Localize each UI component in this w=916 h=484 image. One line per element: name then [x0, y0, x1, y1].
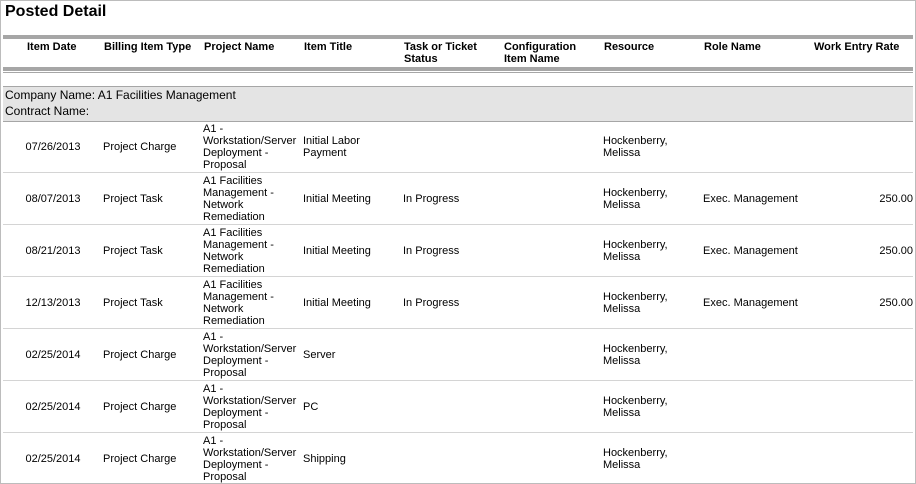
cell-role-name [703, 381, 803, 433]
cell-configuration-item [503, 433, 603, 484]
company-name-line [5, 88, 236, 102]
cell-resource: Hockenberry, Melissa [603, 173, 703, 225]
table-row [3, 225, 913, 277]
cell-configuration-item [503, 225, 603, 277]
table-row [3, 329, 913, 381]
cell-billing-item-type: Project Charge [103, 329, 203, 381]
table-row [3, 173, 913, 225]
cell-project-name: A1 Facilities Management - Network Remediation [203, 277, 303, 329]
header-top-rule [3, 35, 913, 39]
cell-configuration-item [503, 277, 603, 329]
table-row [3, 433, 913, 484]
column-header-role-name: Role Name [704, 41, 761, 53]
cell-configuration-item [503, 329, 603, 381]
cell-task-status [403, 329, 503, 381]
cell-role-name [703, 433, 803, 484]
column-header-work-entry-rate: Work Entry Rate [814, 41, 900, 53]
cell-task-status [403, 121, 503, 173]
table-row [3, 121, 913, 173]
header-bottom-rule [3, 67, 913, 71]
column-header-item-date: Item Date [27, 41, 77, 53]
column-header-resource: Resource [604, 41, 655, 53]
cell-billing-item-type: Project Charge [103, 381, 203, 433]
posted-detail-table [3, 121, 913, 484]
cell-work-entry-rate [803, 121, 913, 173]
cell-work-entry-rate: 250.00 [803, 225, 913, 277]
column-header-item-title: Item Title [304, 41, 353, 53]
cell-item-title: Initial Meeting [303, 225, 403, 277]
cell-role-name [703, 121, 803, 173]
cell-project-name: A1 - Workstation/Server Deployment - Proposal [203, 381, 303, 433]
cell-item-title: Initial Meeting [303, 277, 403, 329]
cell-item-date: 02/25/2014 [3, 381, 103, 433]
cell-project-name: A1 - Workstation/Server Deployment - Proposal [203, 433, 303, 484]
column-header-task-status: Task or Ticket Status [404, 41, 477, 65]
column-header-configuration-item: Configuration Item Name [504, 41, 577, 65]
cell-role-name: Exec. Management [703, 173, 803, 225]
table-row [3, 277, 913, 329]
header-sub-rule [3, 72, 913, 73]
cell-project-name: A1 Facilities Management - Network Remediation [203, 225, 303, 277]
cell-work-entry-rate [803, 381, 913, 433]
cell-resource: Hockenberry, Melissa [603, 381, 703, 433]
cell-item-date: 02/25/2014 [3, 329, 103, 381]
cell-work-entry-rate [803, 433, 913, 484]
cell-item-title: Initial Labor Payment [303, 121, 403, 173]
cell-task-status: In Progress [403, 225, 503, 277]
cell-resource: Hockenberry, Melissa [603, 277, 703, 329]
cell-billing-item-type: Project Charge [103, 433, 203, 484]
cell-billing-item-type: Project Charge [103, 121, 203, 173]
cell-resource: Hockenberry, Melissa [603, 121, 703, 173]
cell-task-status: In Progress [403, 173, 503, 225]
contract-name-line [5, 104, 89, 118]
cell-resource: Hockenberry, Melissa [603, 433, 703, 484]
column-header-billing-item-type: Billing Item Type [104, 41, 192, 53]
cell-task-status: In Progress [403, 277, 503, 329]
cell-item-title: PC [303, 381, 403, 433]
cell-role-name: Exec. Management [703, 225, 803, 277]
table-row [3, 381, 913, 433]
cell-item-date: 12/13/2013 [3, 277, 103, 329]
cell-project-name: A1 - Workstation/Server Deployment - Proposal [203, 121, 303, 173]
cell-role-name: Exec. Management [703, 277, 803, 329]
cell-item-title: Shipping [303, 433, 403, 484]
cell-billing-item-type: Project Task [103, 225, 203, 277]
cell-role-name [703, 329, 803, 381]
cell-billing-item-type: Project Task [103, 173, 203, 225]
cell-item-title: Server [303, 329, 403, 381]
cell-item-date: 07/26/2013 [3, 121, 103, 173]
report-title: Posted Detail [5, 3, 107, 20]
cell-task-status [403, 381, 503, 433]
cell-configuration-item [503, 121, 603, 173]
column-header-project-name: Project Name [204, 41, 275, 53]
cell-work-entry-rate [803, 329, 913, 381]
cell-item-date: 02/25/2014 [3, 433, 103, 484]
cell-item-title: Initial Meeting [303, 173, 403, 225]
cell-item-date: 08/21/2013 [3, 225, 103, 277]
company-name-value: A1 Facilities Management [97, 88, 236, 102]
cell-resource: Hockenberry, Melissa [603, 329, 703, 381]
contract-name-label: Contract Name: [5, 104, 90, 118]
cell-configuration-item [503, 173, 603, 225]
cell-resource: Hockenberry, Melissa [603, 225, 703, 277]
company-group-header [3, 86, 913, 122]
cell-configuration-item [503, 381, 603, 433]
cell-project-name: A1 - Workstation/Server Deployment - Proposal [203, 329, 303, 381]
cell-billing-item-type: Project Task [103, 277, 203, 329]
cell-work-entry-rate: 250.00 [803, 173, 913, 225]
cell-task-status [403, 433, 503, 484]
cell-item-date: 08/07/2013 [3, 173, 103, 225]
cell-project-name: A1 Facilities Management - Network Remediation [203, 173, 303, 225]
company-name-label: Company Name: [5, 88, 96, 102]
cell-work-entry-rate: 250.00 [803, 277, 913, 329]
